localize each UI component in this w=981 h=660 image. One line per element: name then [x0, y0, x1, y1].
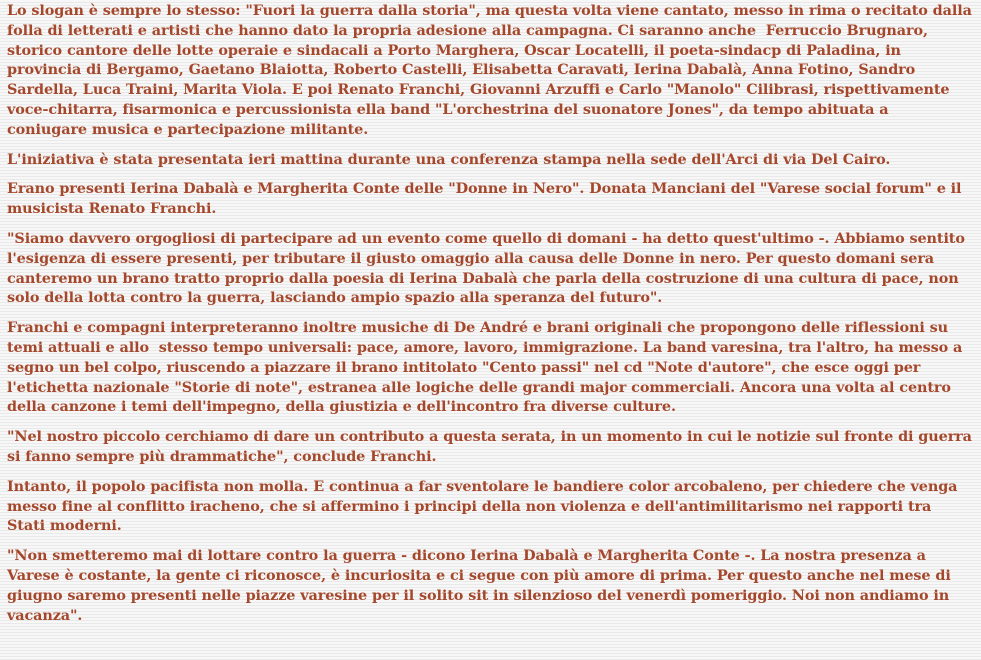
paragraph-slogan: Lo slogan è sempre lo stesso: "Fuori la guerra dalla storia", ma questa volta viene cantato, messo in rima o recitato dalla folla di letterati e artisti che hanno dato la propria adesione alla campagna. Ci saranno anche Ferruccio Brugnaro, storico cantore delle lotte operaie e sindacali a Porto Marghera, Oscar Locatelli, il poeta-sindacp di Paladina, in provincia di Bergamo, Gaetano Blaiotta, Roberto Castelli, Elisabetta Caravati, Ierina Dabalà, Anna Fotino, Sandro Sardella, Luca Traini, Marita Viola. E poi Renato Franchi, Giovanni Arzuffi e Carlo "Manolo" Cilibrasi, rispettivamente voce-chitarra, fisarmonica e percussionista ella band "L'orchestrina del suonatore Jones", da tempo abituata a coniugare musica e partecipazione militante. — [7, 2, 977, 138]
paragraph-contribution-quote: "Nel nostro piccolo cerchiamo di dare un contributo a questa serata, in un momento in cui le notizie sul fronte di guerra si fanno sempre più drammatiche", conclude Franchi. — [7, 428, 977, 465]
paragraph-band-music: Franchi e compagni interpreteranno inoltre musiche di De André e brani originali che propongono delle riflessioni su temi attuali e allo stesso tempo universali: pace, amore, lavoro, immigrazione. La band varesina, tra l'altro, ha messo a segno un bel colpo, riuscendo a piazzare il brano intitolato "Cento passi" nel cd "Note d'autore", che esce oggi per l'etichetta nazionale "Storie di note", estranea alle logiche delle grandi major commerciali. Ancora una volta al centro della canzone i temi dell'impegno, della giustizia e dell'incontro fra diverse culture. — [7, 319, 968, 416]
paragraph-pacifist-people: Intanto, il popolo pacifista non molla. E continua a far sventolare le bandiere color arcobaleno, per chiedere che venga messo fine al conflitto iracheno, che si affermino i principi della non violenza e dell'antimilitarismo nei rapporti tra Stati moderni. — [7, 477, 963, 535]
paragraph-franchi-quote: "Siamo davvero orgogliosi di partecipare ad un evento come quello di domani - ha detto quest'ultimo -. Abbiamo sentito l'esigenza di essere presenti, per tributare il giusto omaggio alla causa delle Donne in nero. Per questo domani sera canteremo un brano tratto proprio dalla poesia di Ierina Dabalà che parla della costruzione di una cultura di pace, non solo della lotta contro la guerra, lasciando ampio spazio alla speranza del futuro". — [7, 229, 970, 307]
paragraph-attendees: Erano presenti Ierina Dabalà e Margherita Conte delle "Donne in Nero". Donata Manciani del "Varese social forum" e il musicista Renato Franchi. — [7, 180, 967, 218]
paragraph-women-quote: "Non smetteremo mai di lottare contro la guerra - dicono Ierina Dabalà e Margherita Conte -. La nostra presenza a Varese è costante, la gente ci riconosce, è incuriosita e ci segue con più amore di prima. Per questo anche nel mese di giugno saremo presenti nelle piazze varesine per il solito sit in silenzioso del venerdì pomeriggio. Noi non andiamo in vacanza". — [7, 547, 956, 624]
paragraph-presentation: L'iniziativa è stata presentata ieri mattina durante una conferenza stampa nella sede dell'Arci di via Del Cairo. — [7, 150, 891, 168]
